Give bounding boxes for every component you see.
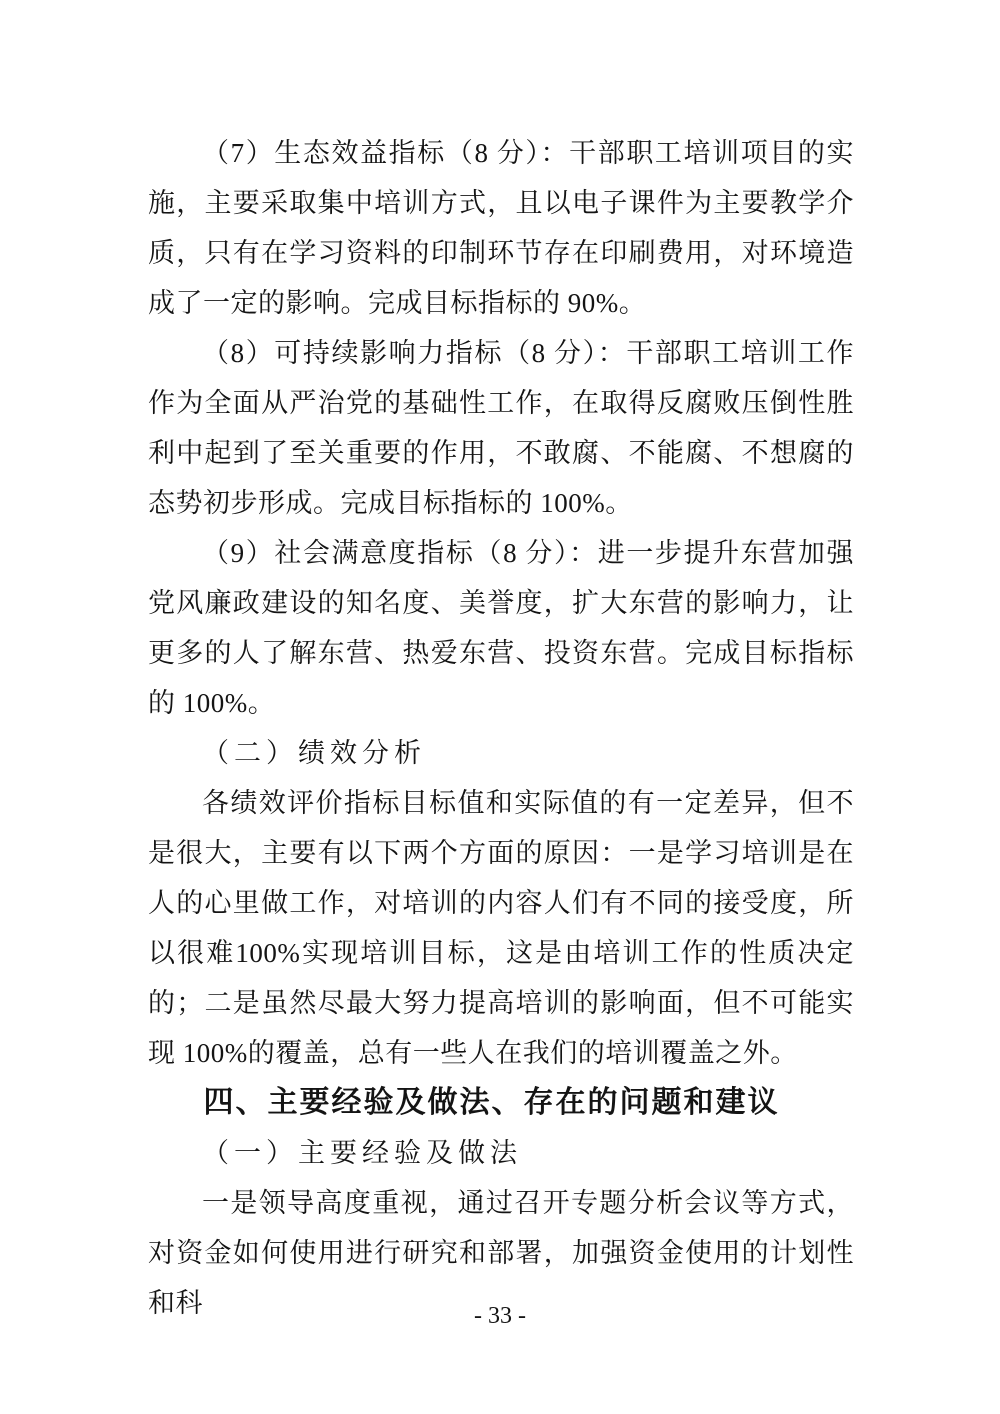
paragraph-leadership-attention: 一是领导高度重视，通过召开专题分析会议等方式，对资金如何使用进行研究和部署，加强资金使用的计划性和科 xyxy=(148,1188,854,1318)
section-heading-experience-problems-suggestions: 四、主要经验及做法、存在的问题和建议 xyxy=(203,1086,780,1119)
paragraph-satisfaction-indicator: （9）社会满意度指标（8 分）：进一步提升东营加强党风廉政建设的知名度、美誉度，扩大东营的影响力，让更多的人了解东营、热爱东营、投资东营。完成目标指标的 100%。 xyxy=(148,538,854,718)
paragraph-sustainability-indicator: （8）可持续影响力指标（8 分）：干部职工培训工作作为全面从严治党的基础性工作，在取得反腐败压倒性胜利中起到了至关重要的作用，不敢腐、不能腐、不想腐的态势初步形成。完成目标指标的 100%。 xyxy=(148,338,854,518)
subsection-heading-performance-analysis: （二）绩效分析 xyxy=(202,738,426,768)
subsection-heading-main-experience: （一）主要经验及做法 xyxy=(202,1138,522,1168)
page-number: - 33 - xyxy=(474,1303,526,1329)
paragraph-eco-benefit-indicator: （7）生态效益指标（8 分）：干部职工培训项目的实施，主要采取集中培训方式，且以电子课件为主要教学介质，只有在学习资料的印制环节存在印刷费用，对环境造成了一定的影响。完成目标指标的 90%。 xyxy=(148,138,854,318)
page-body xyxy=(148,128,854,1328)
paragraph-performance-analysis: 各绩效评价指标目标值和实际值的有一定差异，但不是很大，主要有以下两个方面的原因：一是学习培训是在人的心里做工作，对培训的内容人们有不同的接受度，所以很难100%实现培训目标，这是由培训工作的性质决定的；二是虽然尽最大努力提高培训的影响面，但不可能实现 100%的覆盖，总有一些人在我们的培训覆盖之外。 xyxy=(148,788,854,1068)
